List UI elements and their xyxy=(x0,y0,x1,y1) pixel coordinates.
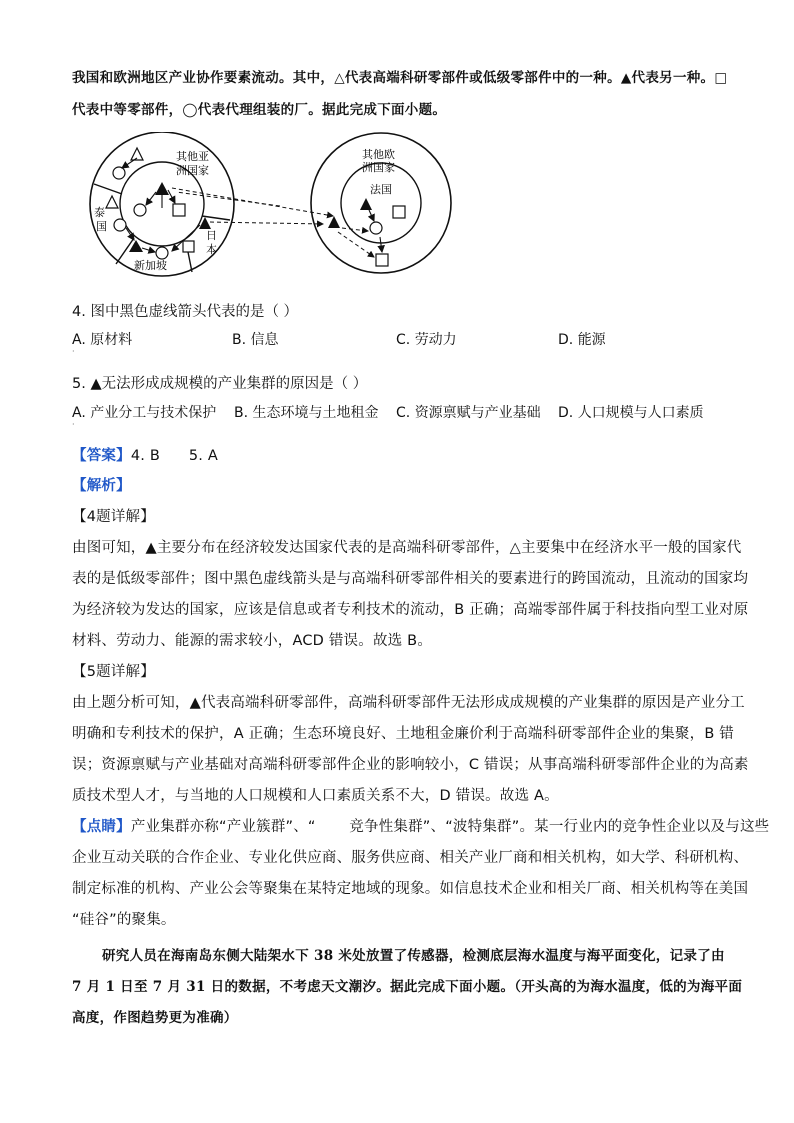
intro-line-2: 代表中等零部件，◯代表代理组装的厂。据此完成下面小题。 xyxy=(72,102,447,118)
next-intro-line-3: 高度，作图趋势更为准确） xyxy=(72,1010,238,1026)
europe-label-2: 洲国家 xyxy=(362,161,395,174)
industry-flow-diagram xyxy=(80,132,460,280)
detail-5-line-3: 误；资源禀赋与产业基础对高端科研零部件企业的影响较小，C 错误；从事高端科研零部件企业的为高素 xyxy=(72,757,749,773)
detail-5-heading: 【5题详解】 xyxy=(72,664,155,680)
detail-4-line-2: 表的是低级零部件；图中黑色虚线箭头是与高端科研零部件相关的要素进行的跨国流动，且流动的国家均 xyxy=(72,571,749,587)
detail-5-line-2: 明确和专利技术的保护，A 正确；生态环境良好、土地租金廉价利于高端科研零部件企业的集聚，B 错 xyxy=(72,726,734,742)
question-5-stem: 5. ▲无法形成成规模的产业集群的原因是（ ） xyxy=(72,376,368,392)
hollow-circle-icon xyxy=(370,222,382,234)
detail-4-line-4: 材料、劳动力、能源的需求较小，ACD 错误。故选 B。 xyxy=(72,633,433,649)
hollow-square-icon xyxy=(393,206,405,218)
tip-line-3: 制定标准的机构、产业公会等聚集在某特定地域的现象。如信息技术企业和相关厂商、相关机构等在美国 xyxy=(72,881,749,897)
detail-5-line-4: 质技术型人才，与当地的人口规模和人口素质关系不大，D 错误。故选 A。 xyxy=(72,788,559,804)
bullet-mark: · xyxy=(72,420,75,429)
tip-line-2: 企业互动关联的合作企业、专业化供应商、服务供应商、相关产业厂商和相关机构，如大学、科研机构、 xyxy=(72,850,749,866)
france-label: 法国 xyxy=(370,183,392,196)
q5-option-c[interactable]: C. 资源禀赋与产业基础 xyxy=(396,405,541,421)
hollow-square-icon xyxy=(173,204,185,216)
q4-option-c[interactable]: C. 劳动力 xyxy=(396,332,457,348)
hollow-square-icon xyxy=(183,241,194,252)
hollow-triangle-icon xyxy=(106,196,118,208)
hollow-circle-icon xyxy=(134,204,146,216)
detail-4-line-1: 由图可知，▲主要分布在经济较发达国家代表的是高端科研零部件，△主要集中在经济水平一般的国家代 xyxy=(72,540,742,556)
tip-line-1 xyxy=(72,815,769,836)
tip-text-1: 产业集群亦称“产业簇群”、“ 竞争性集群”、“波特集群”。某一行业内的竞争性企业以及与这些 xyxy=(130,819,770,835)
asia-label-1: 其他亚 xyxy=(176,150,209,163)
answer-text: 4. B 5. A xyxy=(130,448,219,464)
hollow-square-icon xyxy=(376,254,388,266)
hollow-circle-icon xyxy=(113,167,125,179)
bullet-mark: · xyxy=(72,347,75,356)
tip-line-4: “硅谷”的聚集。 xyxy=(72,912,176,928)
solid-triangle-icon xyxy=(328,216,340,228)
question-4-stem: 4. 图中黑色虚线箭头代表的是（ ） xyxy=(72,304,299,320)
answer-line xyxy=(72,444,218,465)
analysis-line xyxy=(72,474,131,495)
solid-triangle-icon xyxy=(360,198,372,210)
q4-option-a[interactable]: A. 原材料 xyxy=(72,332,133,348)
detail-5-line-1: 由上题分析可知，▲代表高端科研零部件，高端科研零部件无法形成成规模的产业集群的原因是产业分工 xyxy=(72,695,745,711)
hollow-circle-icon xyxy=(114,219,126,231)
thailand-label-2: 国 xyxy=(96,220,107,233)
japan-label-2: 本 xyxy=(206,243,217,256)
next-intro-line-1: 研究人员在海南岛东侧大陆架水下 38 米处放置了传感器，检测底层海水温度与海平面变化，记录了由 xyxy=(102,948,725,964)
detail-4-line-3: 为经济较为发达的国家，应该是信息或者专利技术的流动，B 正确；高端零部件属于科技指向型工业对原 xyxy=(72,602,749,618)
q5-option-d[interactable]: D. 人口规模与人口素质 xyxy=(558,405,704,421)
singapore-label: 新加坡 xyxy=(134,259,167,272)
next-intro-line-2: 7 月 1 日至 7 月 31 日的数据，不考虑天文潮汐。据此完成下面小题。（开头高的为海水温度，低的为海平面 xyxy=(72,979,743,995)
solid-triangle-icon xyxy=(155,182,169,195)
japan-label-1: 日 xyxy=(206,229,217,242)
q4-option-d[interactable]: D. 能源 xyxy=(558,332,606,348)
thailand-label-1: 泰 xyxy=(94,206,105,219)
intro-line-1: 我国和欧洲地区产业协作要素流动。其中，△代表高端科研零部件或低级零部件中的一种。▲代表另一种。□ xyxy=(72,70,728,86)
europe-label-1: 其他欧 xyxy=(362,148,395,161)
answer-tag: 【答案】 xyxy=(72,448,131,464)
q4-option-b[interactable]: B. 信息 xyxy=(232,332,279,348)
hollow-circle-icon xyxy=(156,247,168,259)
asia-label-2: 洲国家 xyxy=(176,164,209,177)
analysis-tag: 【解析】 xyxy=(72,478,131,494)
detail-4-heading: 【4题详解】 xyxy=(72,509,155,525)
q5-option-b[interactable]: B. 生态环境与土地租金 xyxy=(234,405,379,421)
tip-tag: 【点睛】 xyxy=(72,819,131,835)
q5-option-a[interactable]: A. 产业分工与技术保护 xyxy=(72,405,217,421)
